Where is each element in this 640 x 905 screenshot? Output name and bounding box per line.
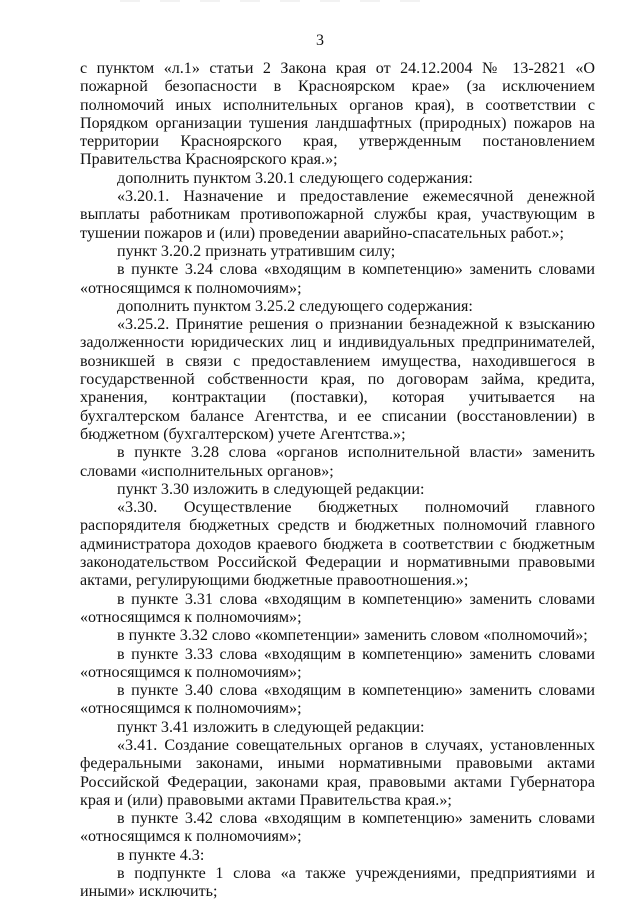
paragraph: в пункте 3.28 слова «органов исполнительной власти» заменить словами «исполнительных органов»; <box>80 444 595 480</box>
paragraph: в пункте 3.33 слова «входящим в компетенцию» заменить словами «относящимся к полномочиям»; <box>80 645 595 681</box>
paragraph: «3.30. Осуществление бюджетных полномочий главного распорядителя бюджетных средств и бюджетных полномочий главного администратора доходов краевого бюджета в соответствии с бюджетным законодательством Российской Федерации и нормативными правовыми актами, регулирующими бюджетные правоотношения.»; <box>80 499 595 590</box>
paragraph: в пункте 3.24 слова «входящим в компетенцию» заменить словами «относящимся к полномочиям»; <box>80 261 595 297</box>
paragraph: пункт 3.41 изложить в следующей редакции: <box>117 718 425 736</box>
paragraph: в пункте 3.32 слово «компетенции» заменить словом «полномочий»; <box>117 627 588 645</box>
paragraph: дополнить пунктом 3.20.1 следующего содержания: <box>117 169 473 187</box>
paragraph: с пунктом «л.1» статьи 2 Закона края от 24.12.2004 № 13-2821 «О пожарной безопасности в Красноярском крае» (за исключением полномочий иных исполнительных органов края), в соответствии с Порядком организации тушения ландшафтных (природных) пожаров на территории Красноярского края, утвержденным постановлением Правительства Красноярского края.»; <box>80 60 595 169</box>
document-body <box>80 60 595 902</box>
paragraph: «3.25.2. Принятие решения о признании безнадежной к взысканию задолженности юридических лиц и индивидуальных предпринимателей, возникшей в связи с предоставлением имущества, находившегося в государственной собственности края, по договорам займа, кредита, хранения, контрактации (поставки), которая учитывается на бухгалтерском балансе Агентства, и ее списании (восстановлении) в бюджетном (бухгалтерском) учете Агентства.»; <box>80 316 595 443</box>
paragraph: в пункте 3.42 слова «входящим в компетенцию» заменить словами «относящимся к полномочиям»; <box>80 810 595 846</box>
scan-artifact <box>120 0 420 2</box>
paragraph: пункт 3.30 изложить в следующей редакции: <box>117 480 425 498</box>
paragraph: в пункте 3.40 слова «входящим в компетенцию» заменить словами «относящимся к полномочиям»; <box>80 682 595 718</box>
paragraph: в пункте 3.31 слова «входящим в компетенцию» заменить словами «относящимся к полномочиям»; <box>80 590 595 626</box>
paragraph: в подпункте 1 слова «а также учреждениями, предприятиями и иными» исключить; <box>80 865 595 901</box>
paragraph: дополнить пунктом 3.25.2 следующего содержания: <box>117 297 473 315</box>
paragraph: в пункте 4.3: <box>117 846 205 864</box>
paragraph: пункт 3.20.2 признать утратившим силу; <box>117 242 396 260</box>
paragraph: «3.41. Создание совещательных органов в случаях, установленных федеральными законами, иными нормативными правовыми актами Российской Федерации, законами края, правовыми актами Губернатора края и (или) правовыми актами Правительства края.»; <box>80 736 595 809</box>
page-number: 3 <box>316 32 324 49</box>
paragraph: «3.20.1. Назначение и предоставление ежемесячной денежной выплаты работникам противопожарной службы края, участвующим в тушении пожаров и (или) проведении аварийно-спасательных работ.»; <box>80 188 595 242</box>
